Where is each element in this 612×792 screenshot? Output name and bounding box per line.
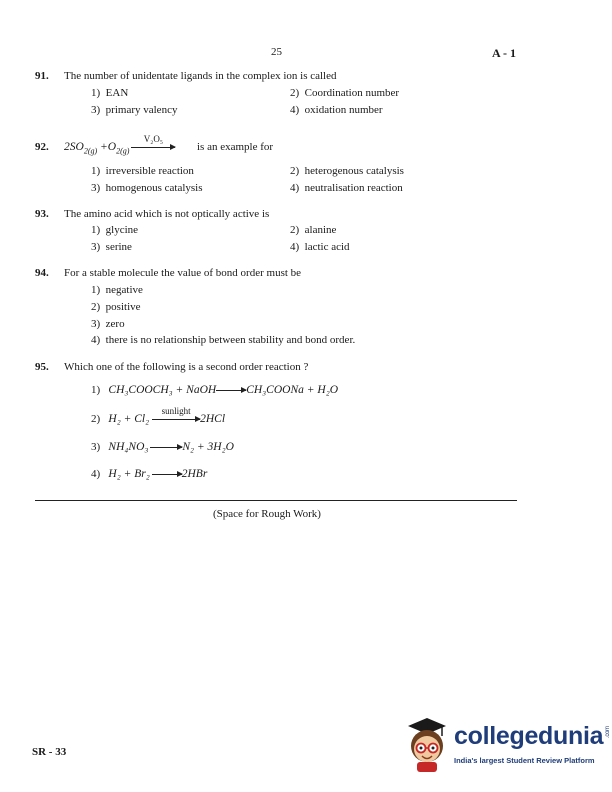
page-number: 25 — [271, 46, 282, 58]
brand-name: collegedunia .com — [454, 722, 612, 750]
option: 3) zero — [91, 318, 125, 330]
option: 2) heterogenous catalysis — [290, 165, 404, 177]
reaction-arrow — [152, 405, 200, 420]
option: 1) EAN — [91, 87, 129, 99]
mascot-icon — [402, 716, 452, 772]
option: 4) lactic acid — [290, 241, 350, 253]
option: 1) glycine — [91, 224, 139, 236]
collegedunia-logo — [402, 716, 612, 772]
option: 3) primary valency — [91, 104, 178, 116]
option: 4) there is no relationship between stability and bond order. — [91, 334, 356, 346]
option: 3) serine — [91, 241, 132, 253]
option: 4) neutralisation reaction — [290, 182, 403, 194]
reaction-arrow — [216, 390, 246, 391]
option: 1) irreversible reaction — [91, 165, 194, 177]
rough-work-label: (Space for Rough Work) — [213, 508, 321, 520]
reaction-arrow — [131, 133, 175, 148]
option: 4) oxidation number — [290, 104, 383, 116]
question-number: 95. — [35, 361, 49, 373]
reaction-arrow — [152, 474, 182, 475]
option: 1) CH₃COOCH₃ + NaOH CH₃COONa + H₂O — [91, 384, 338, 396]
divider-line — [35, 500, 517, 501]
option: 3) homogenous catalysis — [91, 182, 203, 194]
sheet-code: SR - 33 — [32, 746, 67, 758]
question-text: The amino acid which is not optically active is — [64, 208, 270, 220]
question-number: 91. — [35, 70, 49, 82]
equation: $2SO_{2(g)} +O_{2(g)}$ V₂O₅ — [64, 141, 175, 155]
option: 4) H₂ + Br₂ 2HBr — [91, 468, 208, 480]
option: 2) Coordination number — [290, 87, 400, 99]
brand-tagline: India's largest Student Review Platform — [454, 756, 595, 765]
question-text: The number of unidentate ligands in the complex ion is called — [64, 70, 337, 82]
question-text: Which one of the following is a second order reaction ? — [64, 361, 309, 373]
option: 2) H₂ + Cl₂ sunlight 2HCl — [91, 405, 226, 425]
question-text: For a stable molecule the value of bond order must be — [64, 267, 302, 279]
question-number: 93. — [35, 208, 49, 220]
option: 3) NH₄NO₃ N₂ + 3H₂O — [91, 441, 234, 453]
reaction-arrow — [150, 447, 182, 448]
question-number: 92. — [35, 141, 49, 153]
option: 1) negative — [91, 284, 143, 296]
catalyst-label: V₂O₅ — [143, 133, 164, 144]
series-code: A - 1 — [492, 46, 516, 60]
question-number: 94. — [35, 267, 49, 279]
option: 2) alanine — [290, 224, 337, 236]
option: 2) positive — [91, 301, 141, 313]
question-text: is an example for — [197, 141, 274, 153]
condition-label: sunlight — [161, 405, 191, 416]
